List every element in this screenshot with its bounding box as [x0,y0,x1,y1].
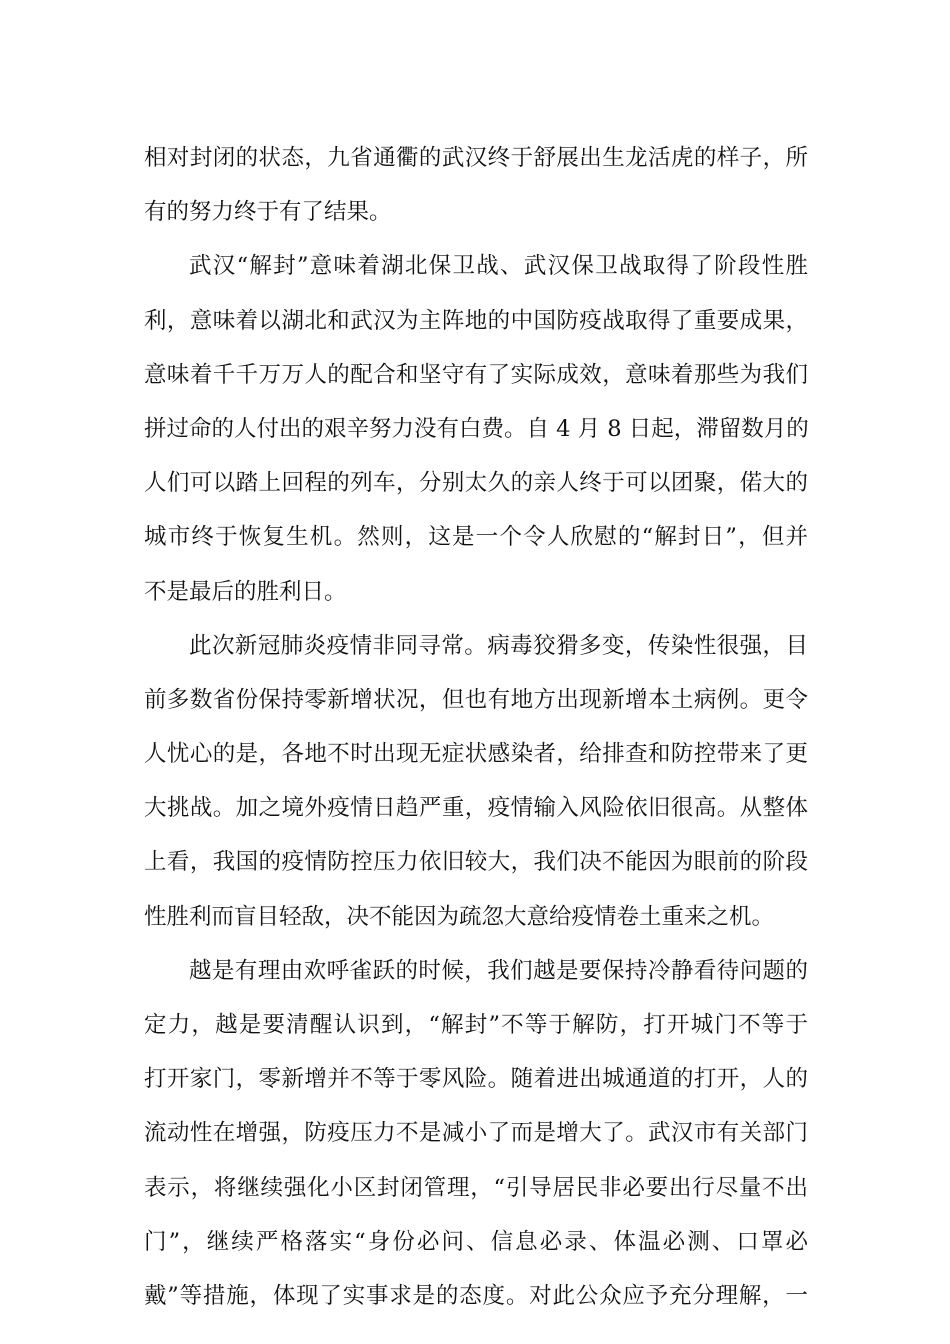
text-line: 利，意味着以湖北和武汉为主阵地的中国防疫战取得了重要成果， [144,307,808,334]
text-line: 意味着千千万万人的配合和坚守有了实际成效，意味着那些为我们 [144,361,808,388]
text-line: 定力，越是要清醒认识到，“解封”不等于解防，打开城门不等于 [144,1012,808,1038]
text-line: 有的努力终于有了结果。 [144,199,392,226]
text-line: 门”，继续严格落实“身份必问、信息必录、体温必测、口罩必 [144,1228,808,1255]
text-line: 不是最后的胜利日。 [144,578,347,605]
paragraph-first-line: 越是有理由欢呼雀跃的时候，我们越是要保持冷静看待问题的 [189,957,808,984]
text-line: 打开家门，零新增并不等于零风险。随着进出城通道的打开，人的 [144,1066,808,1093]
text-line: 流动性在增强，防疫压力不是减小了而是增大了。武汉市有关部门 [144,1120,808,1147]
text-line: 相对封闭的状态，九省通衢的武汉终于舒展出生龙活虎的样子，所 [144,145,808,171]
text-line: 表示，将继续强化小区封闭管理，“引导居民非必要出行尽量不出 [144,1174,808,1201]
body-text [144,131,808,1323]
paragraph-first-line: 此次新冠肺炎疫情非同寻常。病毒狡猾多变，传染性很强，目 [189,632,808,659]
paragraph-first-line: 武汉“解封”意味着湖北保卫战、武汉保卫战取得了阶段性胜 [189,253,808,280]
text-line: 戴”等措施，体现了实事求是的态度。对此公众应予充分理解，一 [144,1282,808,1309]
text-line: 前多数省份保持零新增状况，但也有地方出现新增本土病例。更令 [144,686,808,713]
text-line: 城市终于恢复生机。然则，这是一个令人欣慰的“解封日”，但并 [144,524,808,551]
text-line: 上看，我国的疫情防控压力依旧较大，我们决不能因为眼前的阶段 [144,849,808,876]
text-line: 人忧心的是，各地不时出现无症状感染者，给排查和防控带来了更 [144,741,808,768]
text-line: 人们可以踏上回程的列车，分别太久的亲人终于可以团聚，偌大的 [144,470,808,497]
text-line: 拼过命的人付出的艰辛努力没有白费。自 4 月 8 日起，滞留数月的 [144,415,809,442]
text-line: 大挑战。加之境外疫情日趋严重，疫情输入风险依旧很高。从整体 [144,795,808,822]
text-line: 性胜利而盲目轻敌，决不能因为疏忽大意给疫情卷土重来之机。 [144,903,775,930]
